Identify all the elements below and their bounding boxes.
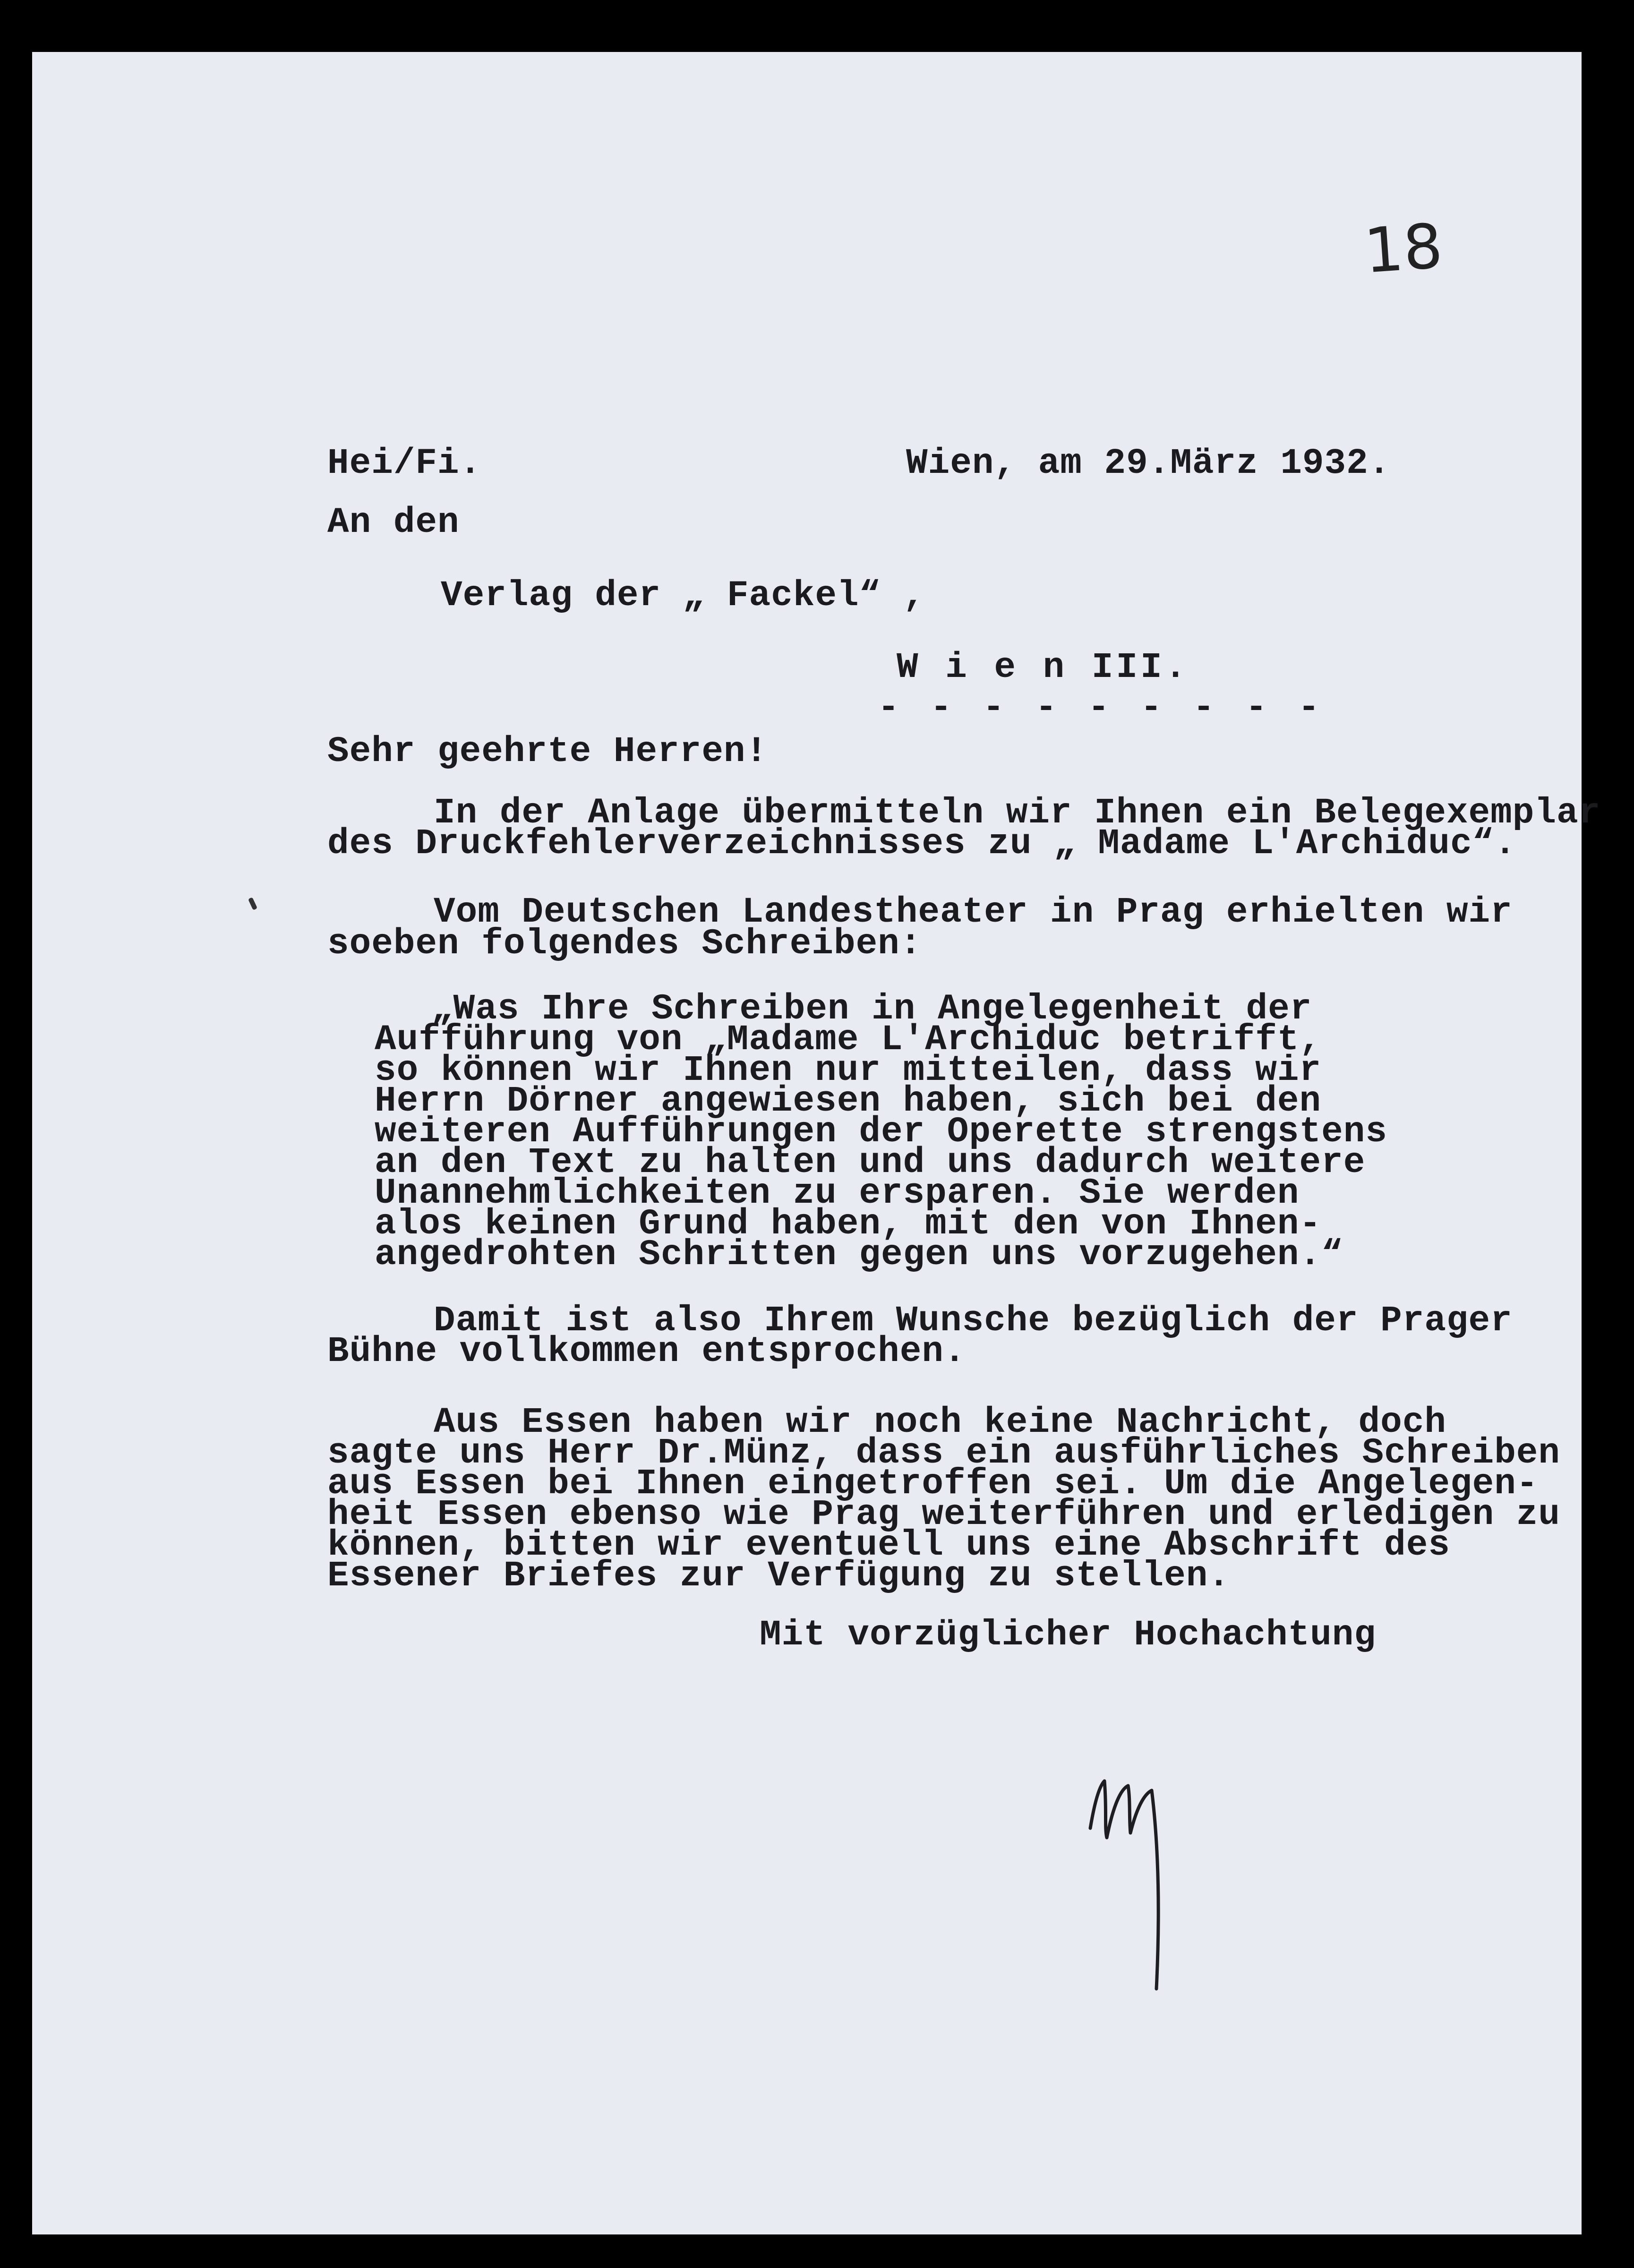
paragraph-2-line-2: soeben folgendes Schreiben: — [327, 924, 922, 964]
paragraph-4-line-3: aus Essen bei Ihnen eingetroffen sei. Um die Angelegen- — [327, 1464, 1539, 1504]
paragraph-4-line-2: sagte uns Herr Dr.Münz, dass ein ausführliches Schreiben — [327, 1433, 1561, 1473]
paragraph-4-line-1: Aus Essen haben wir noch keine Nachricht, doch — [434, 1402, 1446, 1443]
quote-line-1: „Was Ihre Schreiben in Angelegenheit der — [431, 989, 1312, 1029]
paragraph-2-line-1: Vom Deutschen Landestheater in Prag erhielten wir — [434, 892, 1513, 933]
address-underline: - - - - - - - - - — [878, 687, 1325, 728]
paragraph-4-line-6: Essener Briefes zur Verfügung zu stellen. — [327, 1556, 1230, 1596]
page-number: 18 — [1361, 210, 1445, 287]
paragraph-3-line-1: Damit ist also Ihrem Wunsche bezüglich der Prager — [434, 1301, 1513, 1341]
quote-line-4: Herrn Dörner angewiesen haben, sich bei den — [375, 1081, 1322, 1121]
address-line-1: An den — [327, 502, 460, 543]
quote-line-5: weiteren Aufführungen der Operette strengstens — [375, 1112, 1387, 1152]
ink-speck — [248, 897, 257, 910]
signature-mark — [1086, 1772, 1189, 1998]
quote-line-9: angedrohten Schritten gegen uns vorzugehen.“ — [375, 1234, 1343, 1275]
salutation: Sehr geehrte Herren! — [327, 731, 768, 772]
quote-line-7: Unannehmlichkeiten zu ersparen. Sie werden — [375, 1173, 1300, 1214]
address-line-3: W i e n III. — [897, 647, 1189, 688]
address-line-2: Verlag der „ Fackel“ , — [441, 575, 925, 616]
paragraph-3-line-2: Bühne vollkommen entsprochen. — [327, 1331, 966, 1372]
date-line: Wien, am 29.März 1932. — [906, 443, 1391, 484]
quote-line-8: alos keinen Grund haben, mit den von Ihnen- — [375, 1204, 1322, 1244]
paragraph-4-line-5: können, bitten wir eventuell uns eine Abschrift des — [327, 1525, 1450, 1566]
closing: Mit vorzüglicher Hochachtung — [760, 1615, 1377, 1655]
quote-line-6: an den Text zu halten und uns dadurch weitere — [375, 1142, 1366, 1183]
quote-line-2: Aufführung von „Madame L'Archiduc betrifft, — [375, 1019, 1322, 1060]
paragraph-1-line-2: des Druckfehlerverzeichnisses zu „ Madame L'Archiduc“. — [327, 823, 1516, 864]
paragraph-4-line-4: heit Essen ebenso wie Prag weiterführen und erledigen zu — [327, 1494, 1561, 1535]
quote-line-3: so können wir Ihnen nur mitteilen, dass wir — [375, 1050, 1322, 1091]
reference: Hei/Fi. — [327, 443, 482, 484]
paragraph-1-line-1: In der Anlage übermitteln wir Ihnen ein Belegexemplar — [434, 793, 1601, 833]
document-page — [32, 52, 1601, 2234]
